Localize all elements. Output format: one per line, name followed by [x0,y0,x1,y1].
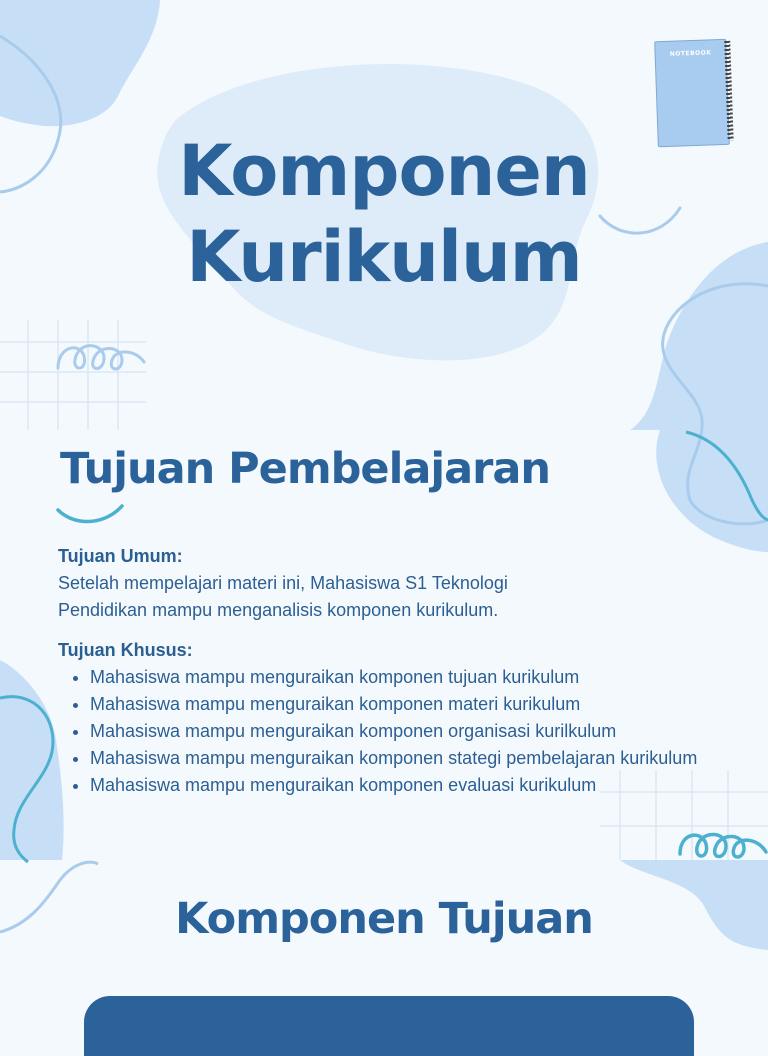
list-item: • Mahasiswa mampu menguraikan komponen materi kurikulum [90,691,758,718]
page-title-line2: Kurikulum [186,216,582,298]
list-item: • Mahasiswa mampu menguraikan komponen stategi pembelajaran kurikulum [90,745,758,772]
specific-objectives-block [58,637,758,799]
top-left-blob [0,0,160,126]
left-grid [0,320,146,430]
bottom-left-blob [0,660,64,860]
general-objective-label: Tujuan Umum: [58,546,183,566]
list-item: • Mahasiswa mampu menguraikan komponen evaluasi kurikulum [90,772,758,799]
general-objective-block [58,543,758,624]
bottom-right-loop-squiggle [680,834,766,857]
next-section-title: Komponen Tujuan [175,894,593,944]
general-objective-line1: Setelah mempelajari materi ini, Mahasiswa S1 Teknologi [58,573,508,593]
notebook-label: NOTEBOOK [669,49,712,58]
bottom-banner [84,996,694,1056]
section-arc [58,506,122,522]
specific-objectives-list [58,664,758,799]
specific-objectives-label: Tujuan Khusus: [58,640,193,660]
page-title [0,128,768,300]
section-title: Tujuan Pembelajaran [60,444,550,494]
list-item: • Mahasiswa mampu menguraikan komponen tujuan kurikulum [90,664,758,691]
left-loop-squiggle [58,346,144,369]
general-objective-line2: Pendidikan mampu menganalisis komponen kurikulum. [58,600,499,620]
page-title-line1: Komponen [178,130,590,212]
objectives-content [58,543,758,799]
list-item: • Mahasiswa mampu menguraikan komponen organisasi kurilkulum [90,718,758,745]
